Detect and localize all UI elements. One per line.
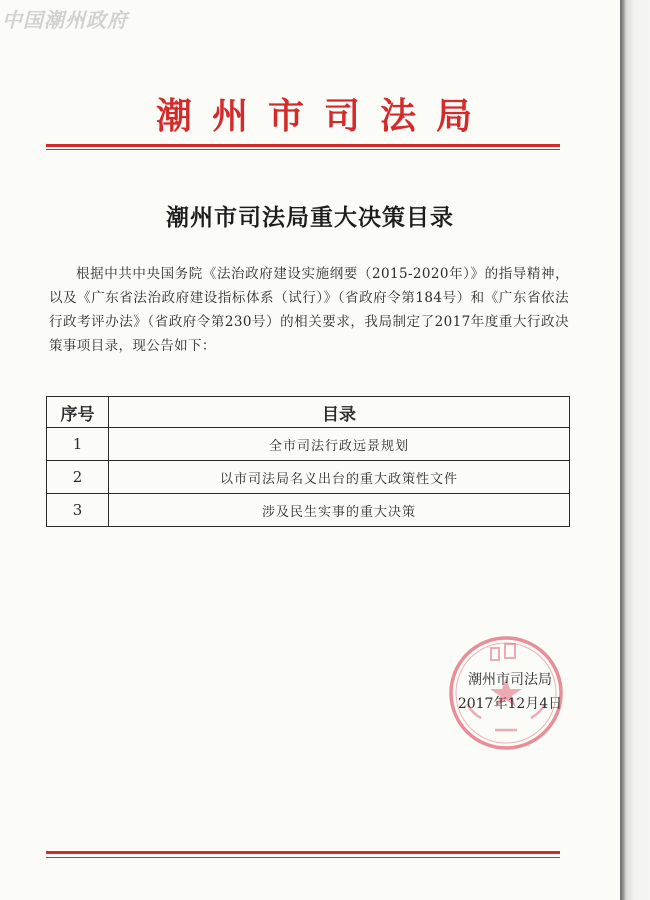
row-item: 以市司法局名义出台的重大政策性文件 bbox=[109, 461, 570, 494]
watermark: 中国潮州政府 bbox=[2, 8, 128, 32]
letterhead-title: 潮州市司法局 bbox=[155, 95, 492, 137]
issue-date: 2017年12月4日 bbox=[457, 696, 563, 712]
header-cell-number: 序号 bbox=[47, 397, 109, 428]
table-row bbox=[47, 428, 570, 461]
row-number: 3 bbox=[47, 494, 109, 527]
row-number: 2 bbox=[47, 461, 109, 494]
table-header-row bbox=[47, 397, 570, 428]
scan-edge-shadow bbox=[620, 0, 650, 900]
footer-rule-thin bbox=[46, 857, 560, 858]
catalog-table bbox=[46, 396, 570, 527]
signature-block bbox=[440, 668, 580, 716]
letterhead-rule bbox=[46, 144, 560, 147]
letterhead-rule-thin bbox=[46, 149, 560, 150]
footer-rule bbox=[46, 851, 560, 854]
document-title: 潮州市司法局重大决策目录 bbox=[166, 204, 454, 231]
row-item: 涉及民生实事的重大决策 bbox=[109, 494, 570, 527]
table-row bbox=[47, 461, 570, 494]
table-row bbox=[47, 494, 570, 527]
body-paragraph: 根据中共中央国务院《法治政府建设实施纲要（2015-2020年）》的指导精神，以及《广东省法治政府建设指标体系（试行）》（省政府令第184号）和《广东省依法行政考评办法》（省政府令第230号）的相关要求，我局制定了2017年度重大行政决策事项目录，现公告如下： bbox=[49, 266, 569, 354]
row-item: 全市司法行政远景规划 bbox=[109, 428, 570, 461]
issuer-name: 潮州市司法局 bbox=[468, 672, 552, 688]
header-cell-catalog: 目录 bbox=[109, 397, 570, 428]
row-number: 1 bbox=[47, 428, 109, 461]
